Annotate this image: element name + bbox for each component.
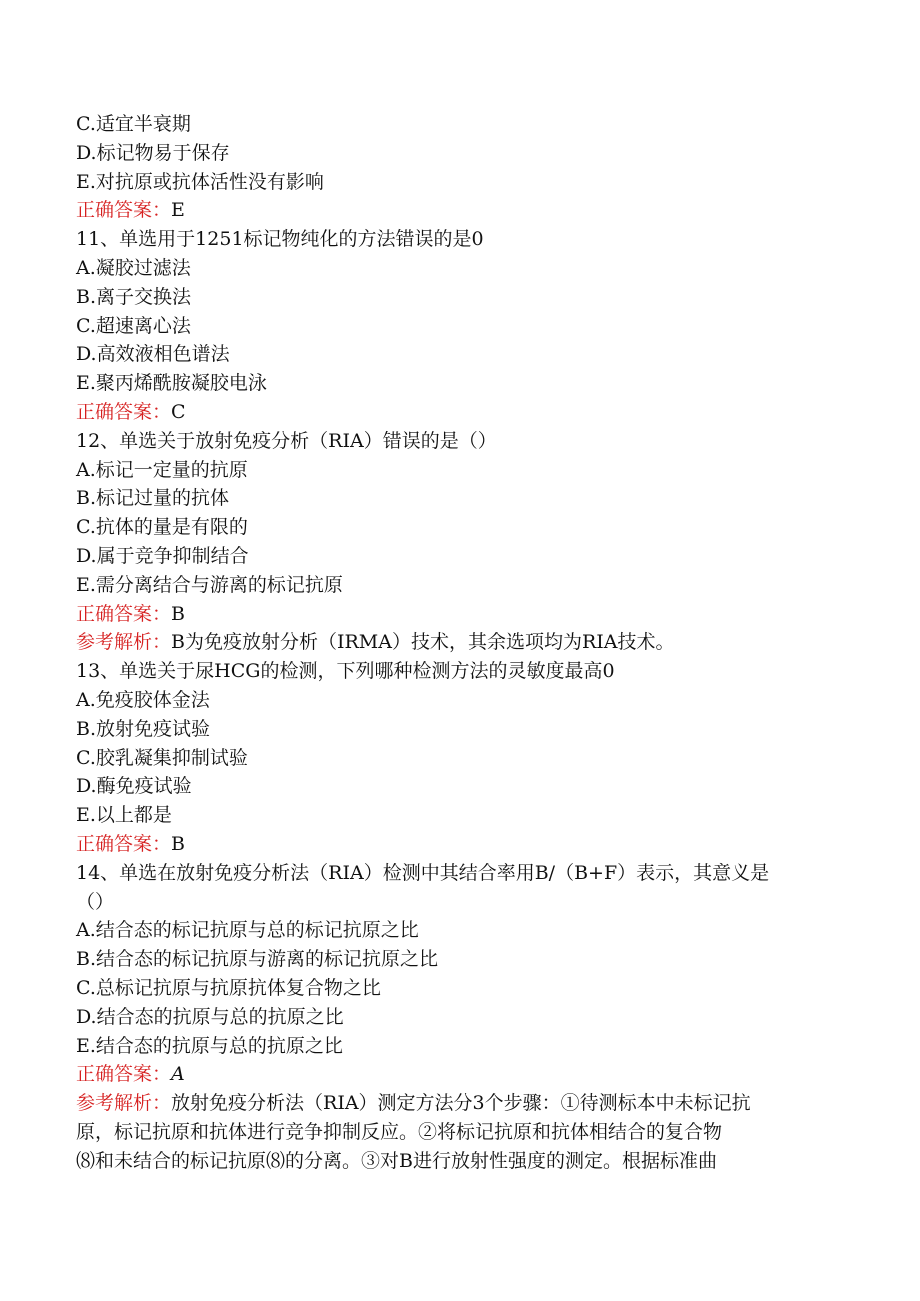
- option-c: C.抗体的量是有限的: [76, 516, 248, 539]
- question-stem: 12、单选关于放射免疫分析（RIA）错误的是（）: [76, 429, 497, 452]
- option-a: A.标记一定量的抗原: [76, 458, 248, 481]
- question-stem: 14、单选在放射免疫分析法（RIA）检测中其结合率用B/（B+F）表示，其意义是: [76, 861, 770, 884]
- analysis-line: [76, 628, 836, 657]
- answer-label: 正确答案：: [76, 199, 172, 222]
- option-c: C.超速离心法: [76, 314, 191, 337]
- question-stem: 11、单选用于1251标记物纯化的方法错误的是0: [76, 228, 484, 251]
- option-e: E.对抗原或抗体活性没有影响: [76, 170, 324, 193]
- option-c: C.适宜半衰期: [76, 113, 191, 135]
- analysis-line: [76, 1089, 836, 1118]
- option-e: E.结合态的抗原与总的抗原之比: [76, 1034, 343, 1057]
- answer-value: E: [171, 199, 185, 222]
- answer-value: A: [171, 1063, 185, 1086]
- question-stem-continued: （）: [76, 890, 115, 913]
- option-c: C.总标记抗原与抗原抗体复合物之比: [76, 976, 381, 999]
- analysis-label: 参考解析：: [76, 1092, 172, 1115]
- answer-line: [76, 600, 836, 629]
- option-a: A.免疫胶体金法: [76, 688, 210, 711]
- analysis-text: 放射免疫分析法（RIA）测定方法分3个步骤：①待测标本中未标记抗: [171, 1092, 751, 1115]
- option-b: B.离子交换法: [76, 285, 192, 308]
- answer-label: 正确答案：: [76, 1063, 172, 1086]
- option-e: E.需分离结合与游离的标记抗原: [76, 573, 343, 596]
- analysis-label: 参考解析：: [76, 631, 172, 654]
- option-e: E.聚丙烯酰胺凝胶电泳: [76, 372, 267, 395]
- option-d: D.酶免疫试验: [76, 775, 192, 798]
- document-page: [76, 110, 836, 1175]
- answer-value: B: [171, 832, 185, 855]
- answer-label: 正确答案：: [76, 400, 172, 423]
- option-d: D.结合态的抗原与总的抗原之比: [76, 1005, 344, 1028]
- answer-line: [76, 398, 836, 427]
- answer-line: [76, 196, 836, 225]
- option-c: C.胶乳凝集抑制试验: [76, 746, 248, 769]
- option-b: B.放射免疫试验: [76, 717, 211, 740]
- answer-label: 正确答案：: [76, 832, 172, 855]
- option-b: B.标记过量的抗体: [76, 487, 230, 510]
- analysis-text-continued: ⑻和未结合的标记抗原⑻的分离。③对B进行放射性强度的测定。根据标准曲: [76, 1149, 717, 1172]
- answer-label: 正确答案：: [76, 602, 172, 625]
- option-d: D.标记物易于保存: [76, 141, 230, 164]
- option-d: D.属于竞争抑制结合: [76, 544, 249, 567]
- analysis-text: B为免疫放射分析（IRMA）技术，其余选项均为RIA技术。: [171, 631, 675, 654]
- answer-value: C: [171, 400, 186, 423]
- option-d: D.高效液相色谱法: [76, 343, 230, 366]
- answer-line: [76, 1060, 836, 1089]
- answer-line: [76, 830, 836, 859]
- analysis-text-continued: 原，标记抗原和抗体进行竞争抑制反应。②将标记抗原和抗体相结合的复合物: [76, 1120, 723, 1143]
- option-e: E.以上都是: [76, 804, 172, 827]
- option-a: A.结合态的标记抗原与总的标记抗原之比: [76, 919, 419, 942]
- option-b: B.结合态的标记抗原与游离的标记抗原之比: [76, 948, 439, 971]
- question-stem: 13、单选关于尿HCG的检测，下列哪种检测方法的灵敏度最高0: [76, 660, 615, 683]
- answer-value: B: [171, 602, 185, 625]
- option-a: A.凝胶过滤法: [76, 256, 191, 279]
